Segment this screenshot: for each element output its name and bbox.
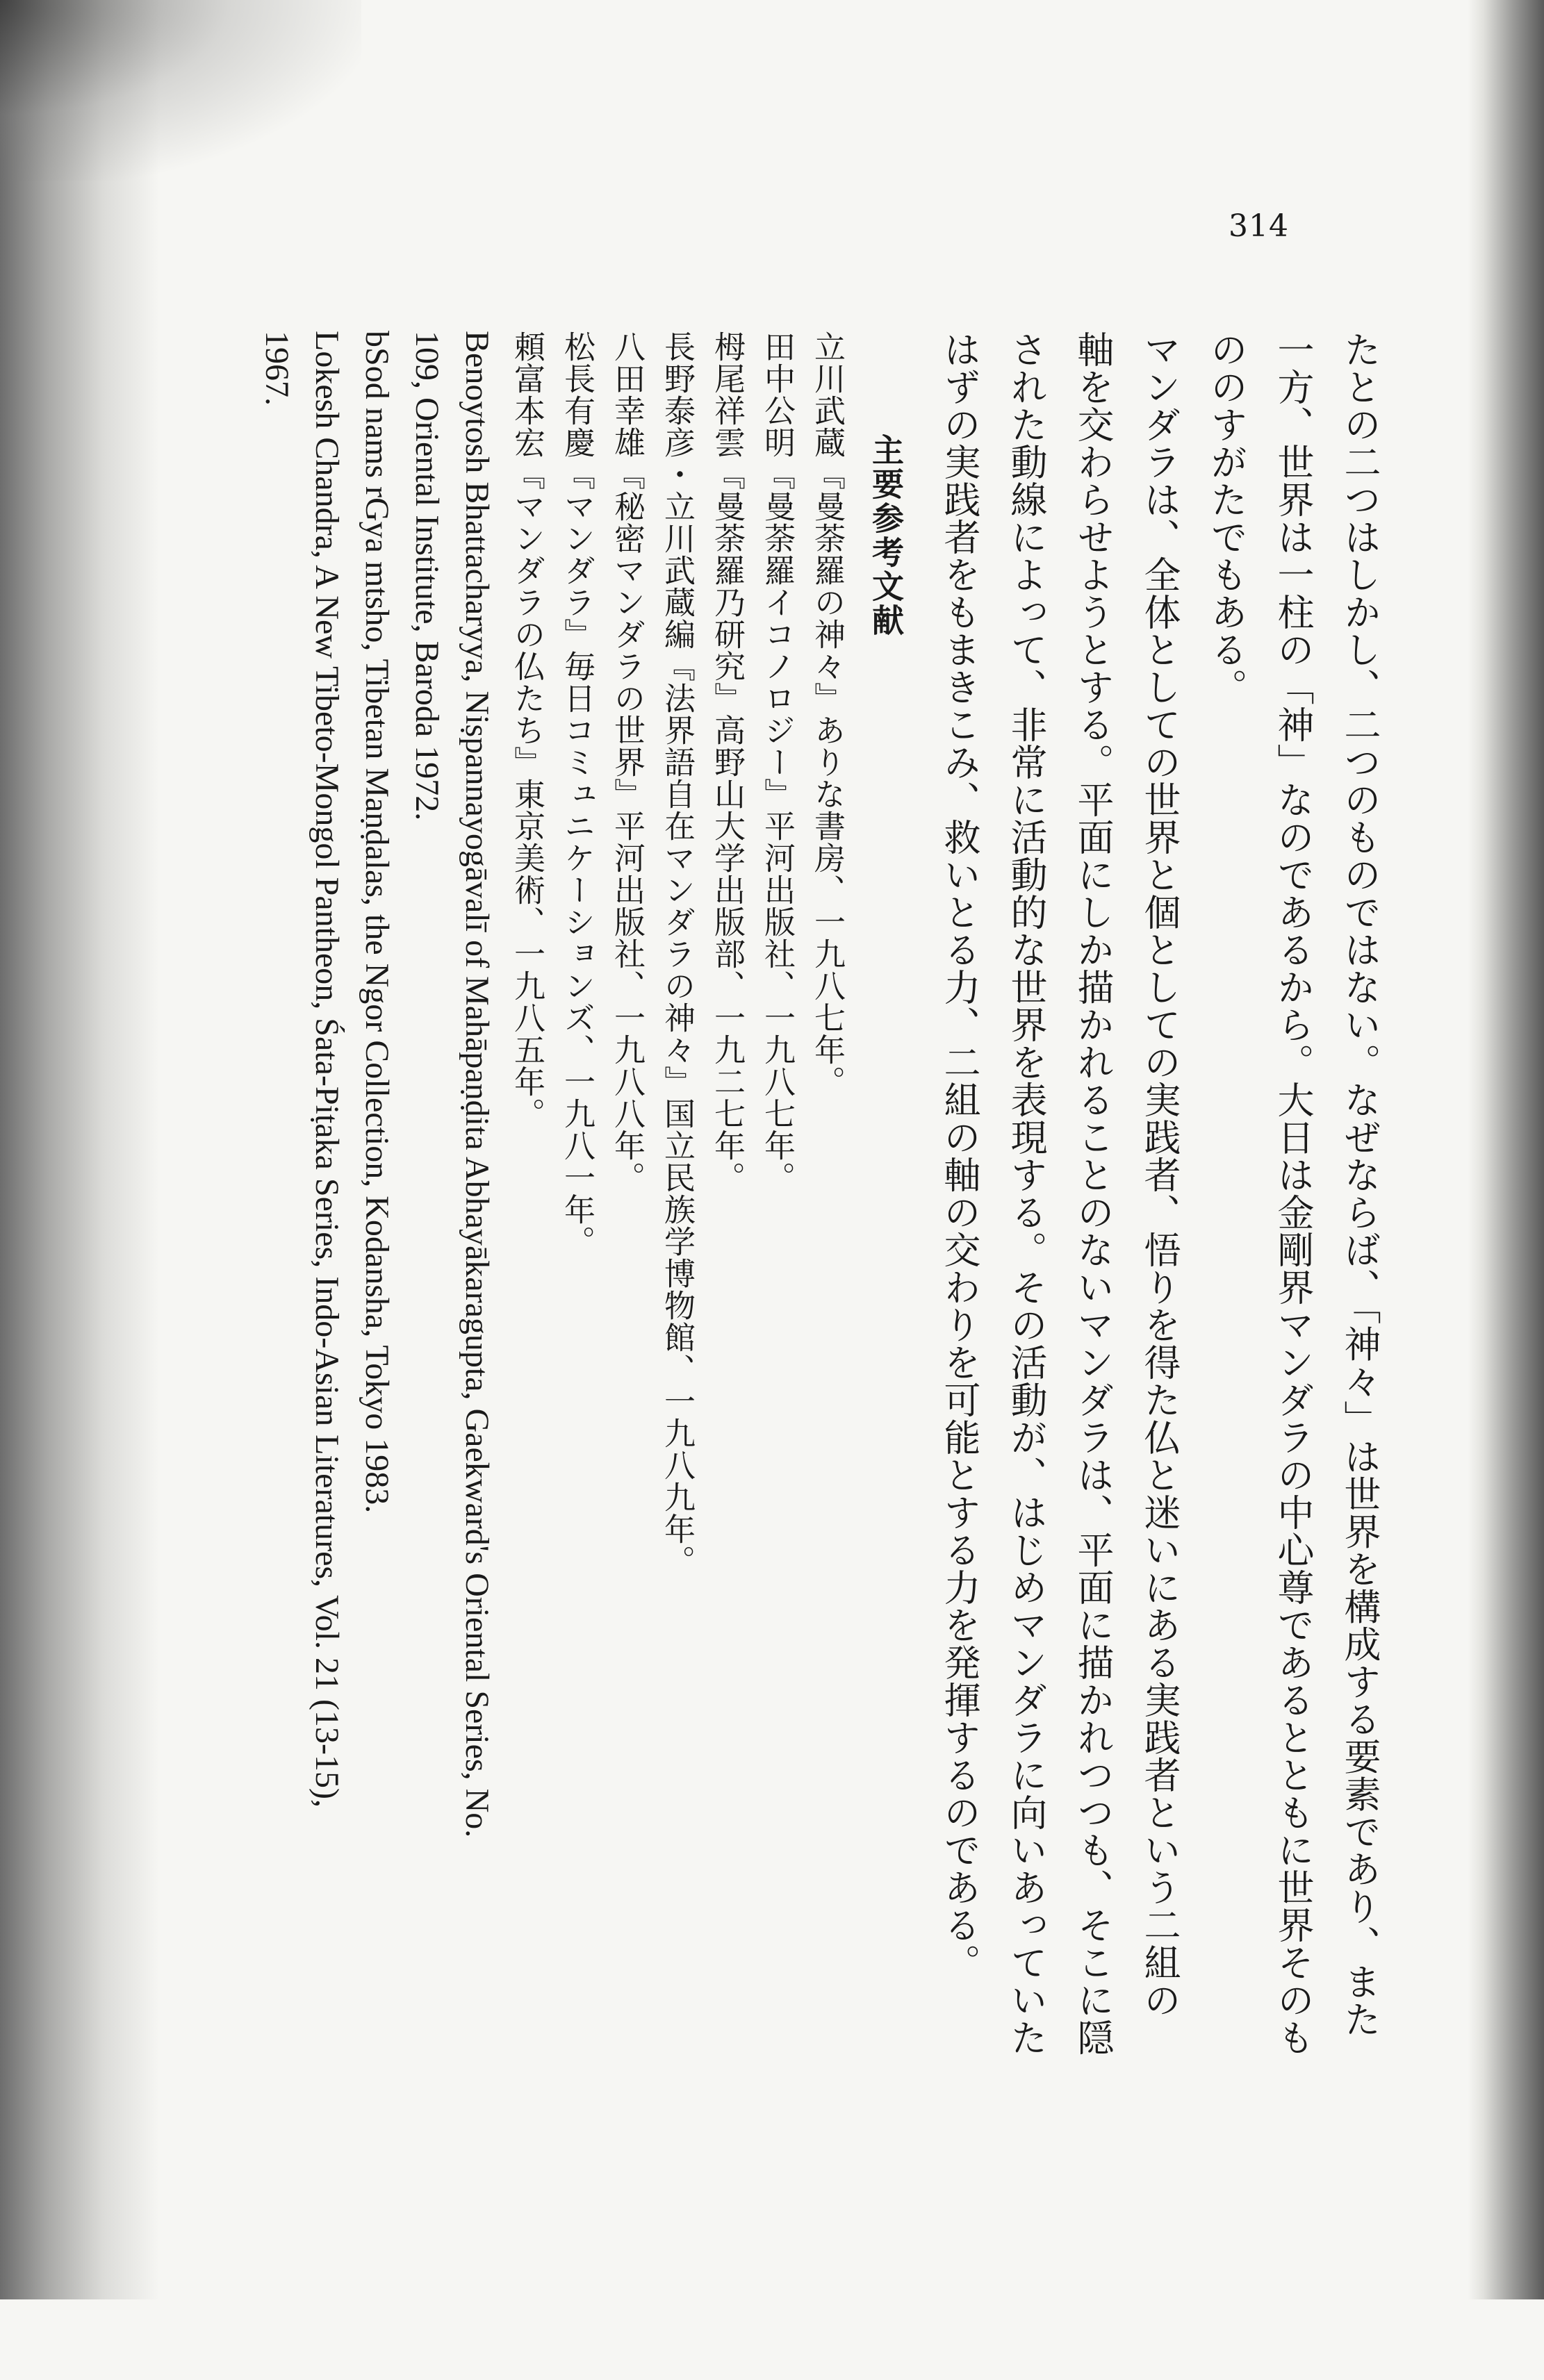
body-line-1: たとの二つはしかし、二つのものではない。なぜならば、「神々」は世界を構成する要素であり、また bbox=[1338, 331, 1381, 2038]
bibliography-entry-jp-6: 松長有慶『マンダラ』毎日コミュニケーションズ、一九八一年。 bbox=[559, 331, 596, 1257]
body-line-3: ののすがたでもある。 bbox=[1205, 331, 1247, 706]
scan-shadow-left bbox=[0, 0, 160, 2299]
scan-shadow-right bbox=[1468, 0, 1544, 2299]
page-number: 314 bbox=[1229, 208, 1289, 244]
bibliography-entry-en-1: Benoytosh Bhattacharyya, Niṣpannayogāvalī of Mahāpaṇḍita Abhayākaragupta, Gaekward's Oriental Series, No. bbox=[459, 331, 495, 1838]
bibliography-entry-en-1-cont: 109, Oriental Institute, Baroda 1972. bbox=[409, 331, 445, 821]
bibliography-entry-jp-5: 八田幸雄『秘密マンダラの世界』平河出版社、一九八八年。 bbox=[609, 331, 646, 1193]
bibliography-heading: 主要参考文献 bbox=[867, 433, 905, 638]
bibliography-entry-jp-3: 栂尾祥雲『曼荼羅乃研究』高野山大学出版部、一九二七年。 bbox=[709, 331, 746, 1193]
bibliography-entry-en-2: bSod nams rGya mtsho, Tibetan Maṇḍalas, the Ngor Collection, Kodansha, Tokyo 1983. bbox=[359, 331, 395, 1514]
body-line-6: された動線によって、非常に活動的な世界を表現する。その活動が、はじめマンダラに向いあっていた bbox=[1005, 331, 1047, 2056]
body-line-2: 一方、世界は一柱の「神」なのであるから。大日は金剛界マンダラの中心尊であるとともに世界そのも bbox=[1272, 331, 1314, 2056]
body-line-7: はずの実践者をもまきこみ、救いとる力、二組の軸の交わりを可能とする力を発揮するのである。 bbox=[938, 331, 980, 1981]
bibliography-entry-jp-2: 田中公明『曼荼羅イコノロジー』平河出版社、一九八七年。 bbox=[759, 331, 796, 1193]
bibliography-entry-en-3: Lokesh Chandra, A New Tibeto-Mongol Pantheon, Śata-Piṭaka Series, Indo-Asian Literatures, Vol. 21 (13-15), bbox=[309, 331, 345, 1808]
bibliography-entry-jp-4: 長野泰彦・立川武蔵編『法界語自在マンダラの神々』国立民族学博物館、一九八九年。 bbox=[659, 331, 696, 1577]
bibliography-entry-en-3-cont: 1967. bbox=[258, 331, 295, 406]
body-line-5: 軸を交わらせようとする。平面にしか描かれることのないマンダラは、平面に描かれつつも、そこに隠 bbox=[1071, 331, 1114, 2056]
bibliography-entry-jp-1: 立川武蔵『曼荼羅の神々』ありな書房、一九八七年。 bbox=[809, 331, 846, 1098]
bibliography-entry-jp-7: 頼富本宏『マンダラの仏たち』東京美術、一九八五年。 bbox=[509, 331, 545, 1130]
page-body bbox=[252, 331, 1393, 2380]
scan-shadow-top-left bbox=[0, 0, 361, 181]
body-line-4: マンダラは、全体としての世界と個としての実践者、悟りを得た仏と迷いにある実践者という二組の bbox=[1138, 331, 1181, 2019]
